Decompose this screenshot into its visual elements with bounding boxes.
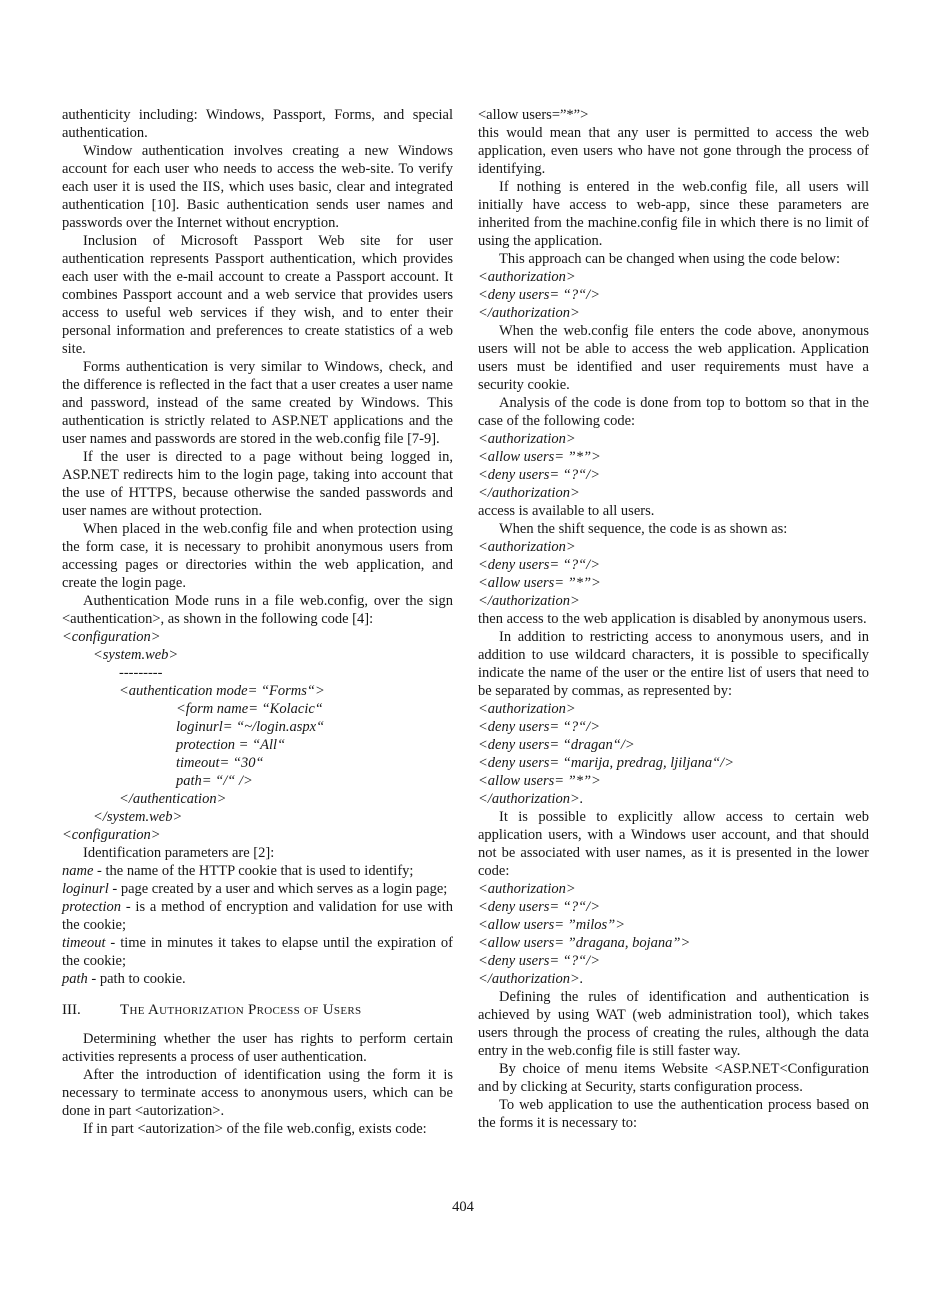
code-line: timeout= “30“	[176, 755, 264, 771]
paragraph: To web application to use the authentication process based on the forms it is necessary to:	[478, 1097, 869, 1131]
paragraph: Authentication Mode runs in a file web.config, over the sign <authentication>, as shown in the following code [4]:	[62, 593, 453, 627]
code-line: <deny users= “?“/>	[478, 467, 600, 483]
paragraph: When the shift sequence, the code is as shown as:	[499, 521, 788, 537]
paragraph: It is possible to explicitly allow access to certain web application users, with a Windows user account, and that should not be associated with user names, as it is presented in the lower code:	[478, 809, 869, 879]
code-line: </authentication>	[119, 791, 227, 807]
code-line: <system.web>	[93, 647, 179, 663]
paragraph: By choice of menu items Website <ASP.NET<Configuration and by clicking at Security, starts configuration process.	[478, 1061, 869, 1095]
paragraph: this would mean that any user is permitted to access the web application, even users who have not gone through the process of identifying.	[478, 125, 869, 177]
code-line: loginurl= “~/login.aspx“	[176, 719, 325, 735]
paragraph: If nothing is entered in the web.config file, all users will initially have access to web-app, since these parameters are inherited from the machine.config file in which there is no limit of using the application.	[478, 179, 869, 249]
code-line: <allow users= ”*”>	[478, 575, 601, 591]
code-line: <form name= “Kolacic“	[176, 701, 323, 717]
paragraph: If in part <autorization> of the file web.config, exists code:	[83, 1121, 427, 1137]
code-line: <configuration>	[62, 827, 161, 843]
definition-text: - time in minutes it takes to elapse until the expiration of the cookie;	[62, 935, 453, 969]
definition-term: path	[62, 971, 88, 987]
definition-item	[62, 934, 453, 970]
definition-term: timeout	[62, 935, 106, 951]
paragraph: then access to the web application is disabled by anonymous users.	[478, 611, 867, 627]
code-line: <deny users= “?“/>	[478, 953, 600, 969]
page-number: 404	[452, 1199, 474, 1215]
section-number: III.	[62, 1002, 81, 1018]
paragraph: Defining the rules of identification and authentication is achieved by using WAT (web administration tool), which takes users through the process of creating the rules, although the data entry in the web.config file is still faster way.	[478, 989, 869, 1059]
code-line: </authorization>.	[478, 971, 584, 987]
definition-item	[62, 880, 453, 898]
paragraph: Window authentication involves creating a new Windows account for each user who needs to access the web-site. To verify each user it is used the IIS, which uses basic, clear and integrated authentication [10]. Basic authentication sends user names and passwords over the Internet without encryption.	[62, 143, 453, 231]
paragraph: access is available to all users.	[478, 503, 655, 519]
code-line: <authorization>	[478, 269, 576, 285]
code-line: <deny users= “?“/>	[478, 719, 600, 735]
definition-term: name	[62, 863, 94, 879]
code-line: <authorization>	[478, 539, 576, 555]
definition-item	[62, 970, 453, 988]
code-line: <allow users= ”*”>	[478, 773, 601, 789]
definition-item	[62, 898, 453, 934]
paragraph: If the user is directed to a page without being logged in, ASP.NET redirects him to the login page, taking into account that the use of HTTPS, because otherwise the sanded passwords and user names are without protection.	[62, 449, 453, 519]
code-line: <allow users= ”*”>	[478, 449, 601, 465]
code-line: <authorization>	[478, 431, 576, 447]
code-line: ---------	[119, 665, 163, 681]
code-line: </authorization>.	[478, 791, 584, 807]
code-line: </system.web>	[93, 809, 183, 825]
paragraph: When placed in the web.config file and when protection using the form case, it is necessary to prohibit anonymous users from accessing pages or directories within the web application, and create the login page.	[62, 521, 453, 591]
paragraph: After the introduction of identification using the form it is necessary to terminate access to anonymous users, which can be done in part <autorization>.	[62, 1067, 453, 1119]
definition-text: - page created by a user and which serves as a login page;	[108, 881, 448, 897]
code-line: </authorization>	[478, 485, 580, 501]
code-line: path= “/“ />	[176, 773, 253, 789]
paragraph: This approach can be changed when using the code below:	[499, 251, 841, 267]
code-line: protection = “All“	[176, 737, 286, 753]
code-line: <authorization>	[478, 881, 576, 897]
left-column	[62, 106, 453, 1138]
definition-text: - path to cookie.	[87, 971, 186, 987]
code-line: <configuration>	[62, 629, 161, 645]
section-heading	[62, 1001, 453, 1020]
paragraph: Identification parameters are [2]:	[83, 845, 275, 861]
right-column	[478, 106, 869, 1138]
code-line: <deny users= “?“/>	[478, 287, 600, 303]
paragraph: Determining whether the user has rights to perform certain activities represents a process of user authentication.	[62, 1031, 453, 1065]
definition-text: - is a method of encryption and validation for use with the cookie;	[62, 899, 453, 933]
code-line: <authorization>	[478, 701, 576, 717]
code-line: <deny users= “?“/>	[478, 557, 600, 573]
paragraph: When the web.config file enters the code above, anonymous users will not be able to access the web application. Application users must be identified and user requirements must have a security cookie.	[478, 323, 869, 393]
paragraph: authenticity including: Windows, Passport, Forms, and special authentication.	[62, 107, 453, 141]
paragraph: Analysis of the code is done from top to bottom so that in the case of the following code:	[478, 395, 869, 429]
code-line: <deny users= “dragan“/>	[478, 737, 635, 753]
two-column-layout	[62, 106, 869, 1138]
code-line: <allow users= ”dragana, bojana”>	[478, 935, 691, 951]
paragraph: In addition to restricting access to anonymous users, and in addition to use wildcard characters, it is possible to specifically indicate the name of the user or the entire list of users that need to be separated by commas, as represented by:	[478, 629, 869, 699]
code-line: <allow users= ”milos”>	[478, 917, 625, 933]
section-title: The Authorization Process of Users	[120, 1002, 362, 1018]
code-line: <authentication mode= “Forms“>	[119, 683, 325, 699]
paragraph: Forms authentication is very similar to Windows, check, and the difference is reflected in the fact that a user creates a user name and password, instead of the same created by Windows. This authentication is strictly related to ASP.NET applications and the user names and passwords are stored in the web.config file [7-9].	[62, 359, 453, 447]
code-line: <deny users= “?“/>	[478, 899, 600, 915]
paragraph: Inclusion of Microsoft Passport Web site for user authentication represents Passport authentication, which provides each user with the e-mail account to create a Passport account. It combines Passport account and a web service that provides users access to useful web services if they wish, and to enter their personal information and preferences to create statistics of a web site.	[62, 233, 453, 357]
code-line: </authorization>	[478, 593, 580, 609]
code-line: </authorization>	[478, 305, 580, 321]
definition-item	[62, 862, 453, 880]
definition-text: - the name of the HTTP cookie that is used to identify;	[93, 863, 414, 879]
code-line: <deny users= “marija, predrag, ljiljana“/>	[478, 755, 734, 771]
definition-term: loginurl	[62, 881, 109, 897]
code-line: <allow users=”*”>	[478, 107, 589, 123]
definition-term: protection	[62, 899, 122, 915]
